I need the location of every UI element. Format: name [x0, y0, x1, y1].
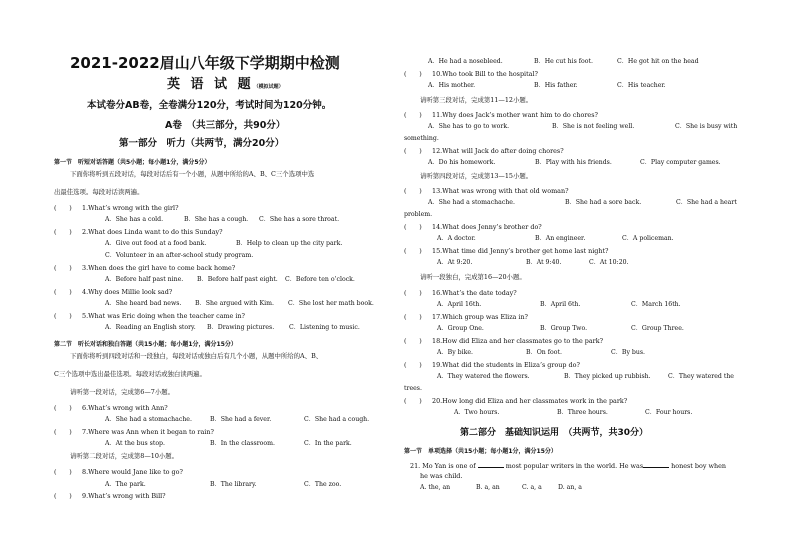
- exam-subject: 英 语 试 题（模拟试题）: [167, 77, 284, 92]
- q9-option-c: C．He got hit on the head: [617, 58, 699, 65]
- q19-option-c-cont: trees.: [404, 385, 422, 392]
- q20-option-c: C．Four hours.: [645, 409, 693, 416]
- q21-blank-2: [643, 461, 669, 468]
- dialog1-instruction: 请听第一段对话，完成第6—7小题。: [70, 388, 174, 396]
- q4-option-c: C．She lost her math book.: [288, 300, 374, 307]
- q2-option-c: C．Volunteer in an after-school study program.: [105, 252, 254, 259]
- q20-option-b: B．Three hours.: [557, 409, 608, 416]
- question-21-cont: he was child.: [420, 472, 463, 480]
- q17-option-b: B．Group Two.: [540, 325, 588, 332]
- q10-option-c: C．His teacher.: [617, 82, 666, 89]
- q13-option-c: C．She had a heart: [676, 199, 737, 206]
- q9-option-a: A．He had a nosebleed.: [428, 58, 503, 65]
- question-12: ( ) 12.What will Jack do after doing chores?: [404, 147, 564, 155]
- q7-option-a: A．At the bus stop.: [105, 440, 165, 447]
- dialog3-instruction: 请听第三段对话，完成第11—12小题。: [420, 96, 533, 104]
- question-1: ( ) 1.What’s wrong with the girl?: [54, 204, 179, 212]
- question-21: 21. Mo Yan is one of most popular writers in the world. He was honest boy when: [410, 462, 726, 470]
- q9-option-b: B．He cut his foot.: [534, 58, 593, 65]
- q16-option-c: C．March 16th.: [631, 301, 681, 308]
- q6-option-a: A．She had a stomachache.: [105, 416, 192, 423]
- question-11: ( ) 11.Why does Jack’s mother want him to do chores?: [404, 111, 598, 119]
- q2-option-b: B．Help to clean up the city park.: [236, 240, 343, 247]
- q1-option-a: A．She has a cold.: [105, 216, 164, 223]
- q7-option-c: C．In the park.: [304, 440, 352, 447]
- question-10: ( ) 10.Who took Bill to the hospital?: [404, 70, 538, 78]
- question-9: ( ) 9.What’s wrong with Bill?: [54, 492, 166, 500]
- q11-option-a: A．She has to go to work.: [428, 123, 510, 130]
- section1-intro: 下面你将听到五段对话，每段对话后有一个小题，从题中所给的A、B、C三个选项中选: [70, 170, 315, 178]
- q3-option-a: A．Before half past nine.: [105, 276, 184, 283]
- section1-intro-cont: 出最佳选项。每段对话读两遍。: [54, 188, 144, 196]
- q13-option-c-cont: problem.: [404, 211, 433, 218]
- q21-option-d: D. an, a: [558, 484, 582, 491]
- part1-heading: 第一部分 听力（共两节，满分20分）: [119, 138, 285, 149]
- q14-option-c: C．A policeman.: [622, 235, 674, 242]
- question-19: ( ) 19.What did the students in Eliza’s group do?: [404, 361, 580, 369]
- q8-option-b: B．The library.: [210, 481, 257, 488]
- q3-option-c: C．Before ten o’clock.: [285, 276, 355, 283]
- q6-option-b: B．She had a fever.: [210, 416, 272, 423]
- q4-option-a: A．She heard bad news.: [105, 300, 182, 307]
- part-a-heading: A卷 （共三部分，共90分）: [165, 120, 286, 131]
- q15-option-b: B．At 9:40.: [526, 259, 562, 266]
- q4-option-b: B．She argued with Kim.: [195, 300, 274, 307]
- q11-option-b: B．She is not feeling well.: [552, 123, 635, 130]
- q3-option-b: B．Before half past eight.: [197, 276, 278, 283]
- question-3: ( ) 3.When does the girl have to come back home?: [54, 264, 236, 272]
- part2-heading: 第二部分 基础知识运用 （共两节，共30分）: [460, 428, 649, 438]
- q16-option-b: B．April 6th.: [540, 301, 581, 308]
- question-14: ( ) 14.What does Jenny’s brother do?: [404, 223, 542, 231]
- q19-option-c: C．They watered the: [668, 373, 734, 380]
- q21-option-c: C. a, a: [522, 484, 542, 491]
- q12-option-b: B．Play with his friends.: [535, 159, 612, 166]
- question-15: ( ) 15.What time did Jenny’s brother get home last night?: [404, 247, 609, 255]
- q14-option-b: B．An engineer.: [535, 235, 586, 242]
- question-6: ( ) 6.What’s wrong with Ann?: [54, 404, 168, 412]
- q13-option-a: A．She had a stomachache.: [428, 199, 515, 206]
- q1-option-b: B．She has a cough.: [184, 216, 249, 223]
- question-5: ( ) 5.What was Eric doing when the teacher came in?: [54, 312, 245, 320]
- exam-title: 2021-2022眉山八年级下学期期中检测: [70, 54, 340, 72]
- question-17: ( ) 17.Which group was Eliza in?: [404, 313, 528, 321]
- q21-option-b: B. a, an: [476, 484, 500, 491]
- q16-option-a: A．April 16th.: [437, 301, 482, 308]
- q18-option-c: C．By bus.: [611, 349, 646, 356]
- question-20: ( ) 20.How long did Eliza and her classmates work in the park?: [404, 397, 628, 405]
- dialog2-instruction: 请听第二段对话，完成第8—10小题。: [70, 452, 179, 460]
- q18-option-b: B．On foot.: [526, 349, 562, 356]
- q11-option-c-cont: something.: [404, 135, 439, 142]
- q17-option-c: C．Group Three.: [631, 325, 684, 332]
- question-18: ( ) 18.How did Eliza and her classmates go to the park?: [404, 337, 604, 345]
- section1-title: 第一节 听短对话答题（共5小题；每小题1分，满分5分）: [54, 159, 211, 166]
- q12-option-a: A．Do his homework.: [428, 159, 496, 166]
- q21-blank-1: [478, 461, 504, 468]
- question-2: ( ) 2.What does Linda want to do this Sunday?: [54, 228, 223, 236]
- exam-tag: （模拟试题）: [253, 84, 284, 90]
- q13-option-b: B．She had a sore back.: [565, 199, 642, 206]
- q6-option-c: C．She had a cough.: [304, 416, 370, 423]
- q15-option-c: C．At 10:20.: [589, 259, 629, 266]
- q10-option-a: A．His mother.: [428, 82, 476, 89]
- q19-option-b: B．They picked up rubbish.: [564, 373, 651, 380]
- q1-option-c: C．She has a sore throat.: [259, 216, 340, 223]
- q5-option-c: C．Listening to music.: [289, 324, 360, 331]
- section2-intro-cont: C三个选项中选出最佳选项。每段对话或独白读两遍。: [54, 370, 206, 378]
- q2-option-a: A．Give out food at a food bank.: [105, 240, 207, 247]
- q20-option-a: A．Two hours.: [454, 409, 500, 416]
- q17-option-a: A．Group One.: [437, 325, 484, 332]
- dialog4-instruction: 请听第四段对话，完成第13—15小题。: [420, 172, 533, 180]
- question-4: ( ) 4.Why does Millie look sad?: [54, 288, 173, 296]
- q11-option-c: C．She is busy with: [675, 123, 738, 130]
- q8-option-c: C．The zoo.: [304, 481, 342, 488]
- question-8: ( ) 8.Where would Jane like to go?: [54, 468, 183, 476]
- q7-option-b: B．In the classroom.: [210, 440, 275, 447]
- q10-option-b: B．His father.: [534, 82, 578, 89]
- q8-option-a: A．The park.: [105, 481, 146, 488]
- q12-option-c: C．Play computer games.: [640, 159, 721, 166]
- q5-option-b: B．Drawing pictures.: [207, 324, 275, 331]
- q18-option-a: A．By bike.: [437, 349, 473, 356]
- part2-section1-title: 第一节 单项选择（共15小题；每小题1分，满分15分）: [404, 448, 557, 455]
- q5-option-a: A．Reading an English story.: [105, 324, 196, 331]
- exam-notice: 本试卷分AB卷，全卷满分120分，考试时间为120分钟。: [87, 100, 332, 111]
- question-13: ( ) 13.What was wrong with that old woman?: [404, 187, 569, 195]
- section2-intro: 下面你将听到四段对话和一段独白，每段对话或独白后有几个小题，从题中所给的A、B、: [70, 352, 323, 360]
- q14-option-a: A．A doctor.: [437, 235, 476, 242]
- question-16: ( ) 16.What’s the date today?: [404, 289, 517, 297]
- q21-option-a: A. the, an: [420, 484, 451, 491]
- question-7: ( ) 7.Where was Ann when it began to rain?: [54, 428, 214, 436]
- section2-title: 第二节 听长对话和独白答题（共15小题；每小题1分，满分15分）: [54, 341, 237, 348]
- q15-option-a: A．At 9:20.: [437, 259, 473, 266]
- q19-option-a: A．They watered the flowers.: [437, 373, 530, 380]
- monologue-instruction: 请听一段独白，完成第16—20小题。: [420, 273, 526, 281]
